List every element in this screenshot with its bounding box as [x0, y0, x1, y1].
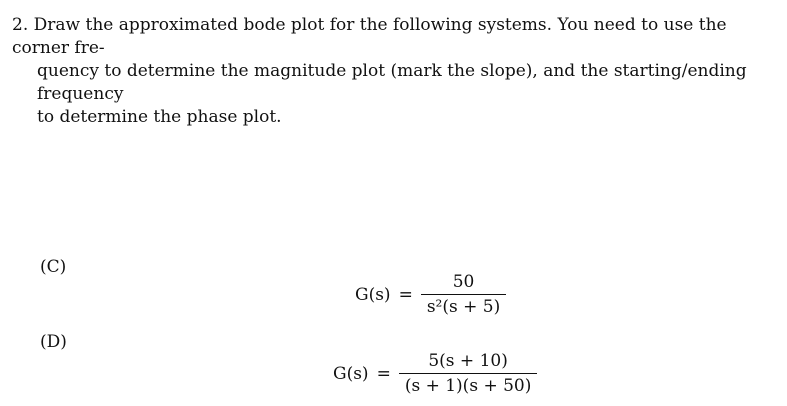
equation-d-denominator: (s + 1)(s + 50): [404, 376, 532, 396]
equation-d: [333, 351, 537, 396]
equation-c-equals: =: [398, 284, 413, 305]
equation-d-numerator: 5(s + 10): [428, 351, 508, 371]
equation-c-fraction: [421, 272, 506, 317]
part-d-label: (D): [40, 332, 67, 352]
problem-line-2: quency to determine the magnitude plot (mark the slope), and the starting/ending frequency: [37, 61, 747, 104]
problem-number: 2.: [12, 15, 29, 35]
equation-d-lhs: G(s): [333, 363, 369, 384]
equation-d-equals: =: [376, 363, 391, 384]
problem-line-3: to determine the phase plot.: [37, 107, 282, 127]
equation-c-lhs: G(s): [355, 284, 391, 305]
problem-line-1: Draw the approximated bode plot for the following systems. You need to use the corner fre-: [12, 15, 727, 58]
equation-c-denominator: s²(s + 5): [426, 297, 501, 317]
part-c-label: (C): [40, 257, 67, 277]
equation-d-fraction: [399, 351, 538, 396]
problem-statement: [12, 14, 780, 129]
equation-c: [355, 272, 506, 317]
equation-c-numerator: 50: [452, 272, 475, 292]
